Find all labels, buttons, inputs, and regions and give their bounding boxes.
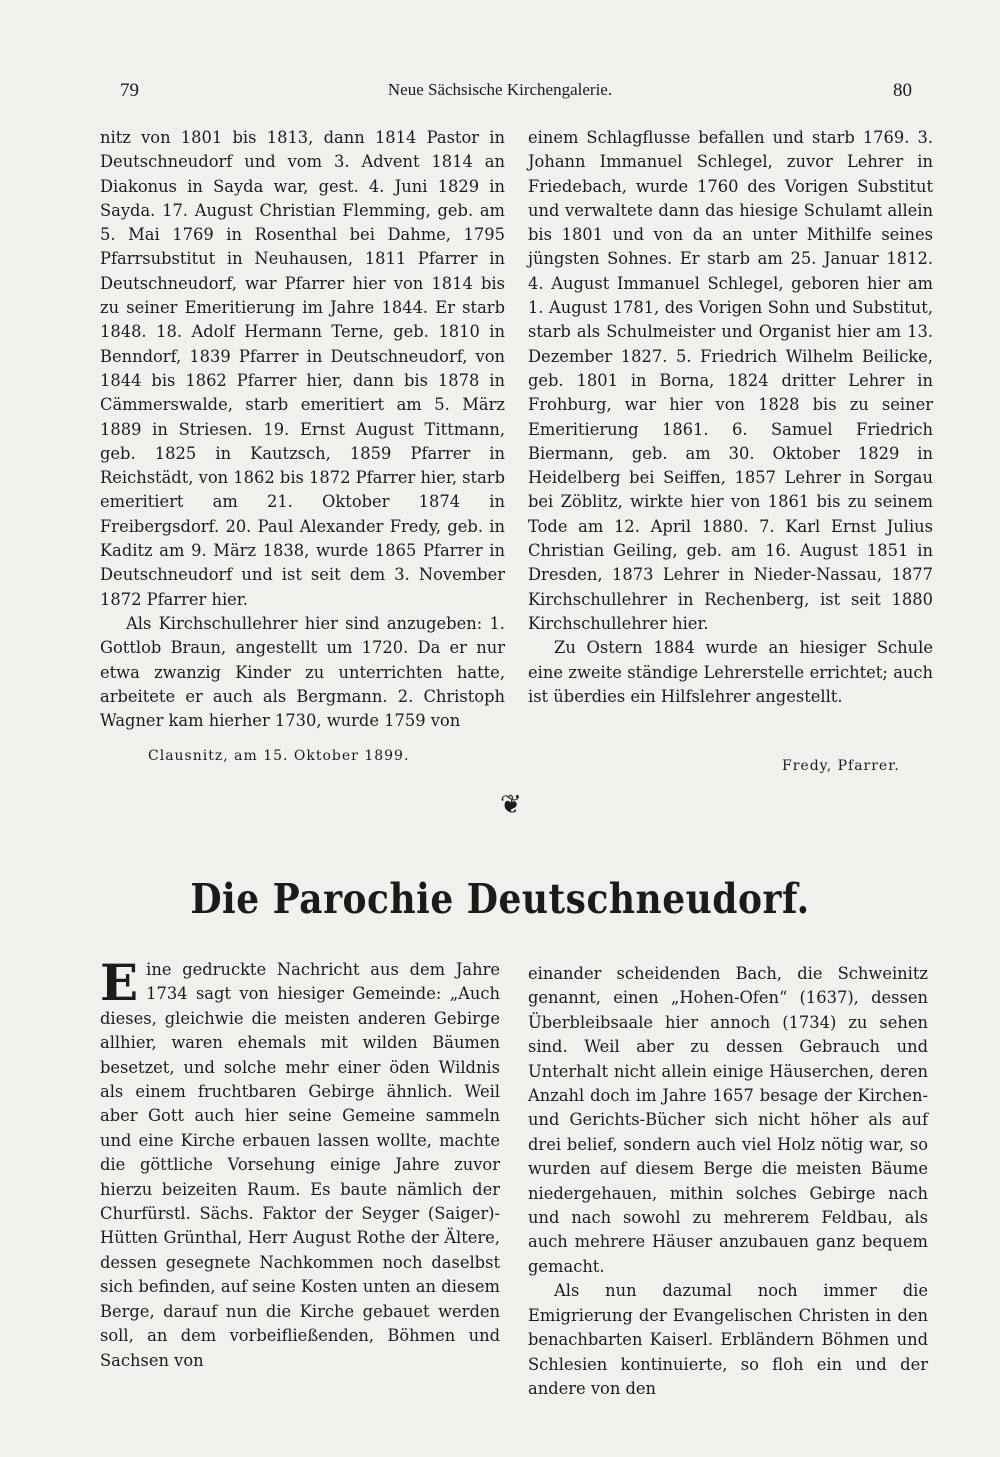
signoff-place-date: Clausnitz, am 15. Oktober 1899.: [148, 748, 410, 764]
paragraph: einem Schlagflusse befallen und starb 1769. 3. Johann Immanuel Schlegel, zuvor Lehrer in Friedebach, wurde 1760 des Vorigen Substitut und verwaltete dann das hiesige Schulamt allein bis 1801 und von da an unter Mithilfe seines jüngsten Sohnes. Er starb am 25. Januar 1812. 4. August Immanuel Schlegel, geboren hier am 1. August 1781, des Vorigen Sohn und Substitut, starb als Schulmeister und Organist hier am 13. Dezember 1827. 5. Friedrich Wilhelm Beilicke, geb. 1801 in Borna, 1824 dritter Lehrer in Frohburg, war hier von 1828 bis zu seiner Emeritierung 1861. 6. Samuel Friedrich Biermann, geb. am 30. Oktober 1829 in Heidelberg bei Seiffen, 1857 Lehrer in Sorgau bei Zöblitz, wirkte hier von 1861 bis zu seinem Tode am 12. April 1880. 7. Karl Ernst Julius Christian Geiling, geb. am 16. August 1851 in Dresden, 1873 Lehrer in Nieder-Nassau, 1877 Kirchschullehrer in Rechenberg, ist seit 1880 Kirchschullehrer hier.: [528, 128, 933, 633]
signoff-author: Fredy, Pfarrer.: [782, 758, 900, 774]
upper-right-column: [528, 126, 933, 709]
drop-cap: E: [100, 953, 139, 1012]
paragraph: nitz von 1801 bis 1813, dann 1814 Pastor in Deutschneudorf und vom 3. Advent 1814 an Diakonus in Sayda war, gest. 4. Juni 1829 in Sayda. 17. August Christian Flemming, geb. am 5. Mai 1769 in Rosenthal bei Dahme, 1795 Pfarrsubstitut in Neuhausen, 1811 Pfarrer in Deutschneudorf, war Pfarrer hier von 1814 bis zu seiner Emeritierung im Jahre 1844. Er starb 1848. 18. Adolf Hermann Terne, geb. 1810 in Benndorf, 1839 Pfarrer in Deutschneudorf, von 1844 bis 1862 Pfarrer hier, dann bis 1878 in Cämmerswalde, starb emeritiert am 5. März 1889 in Striesen. 19. Ernst August Tittmann, geb. 1825 in Kautzsch, 1859 Pfarrer in Reichstädt, von 1862 bis 1872 Pfarrer hier, starb emeritiert am 21. Oktober 1874 in Freibergsdorf. 20. Paul Alexander Fredy, geb. in Kaditz am 9. März 1838, wurde 1865 Pfarrer in Deutschneudorf und ist seit dem 3. November 1872 Pfarrer hier.: [100, 128, 505, 609]
running-header: Neue Sächsische Kirchengalerie.: [387, 80, 613, 99]
page-number-right: 80: [893, 80, 912, 101]
paragraph: einander scheidenden Bach, die Schweinitz genannt, einen „Hohen-Ofen“ (1637), dessen Überbleibsaale hier annoch (1734) zu sehen sind. Weil aber zu dessen Gebrauch und Unterhalt nicht allein einige Häuserchen, deren Anzahl doch im Jahre 1657 besage der Kirchen- und Gerichts-Bücher sich nicht höher als auf drei belief, sondern auch viel Holz nötig war, so wurden auf diesem Berge die meisten Bäume niedergehauen, mithin solches Gebirge nach und nach sowohl zu mehrerem Feldbau, als auch mehrere Häuser anzubauen ganz bequem gemacht.: [528, 964, 928, 1276]
upper-left-column: [100, 126, 505, 733]
page-number-left: 79: [120, 80, 139, 101]
paragraph: Als Kirchschullehrer hier sind anzugeben: 1. Gottlob Braun, angestellt um 1720. Da er nur etwa zwanzig Kinder zu unterrichten hatte, arbeitete er auch als Bergmann. 2. Christoph Wagner kam hierher 1730, wurde 1759 von: [100, 613, 505, 731]
paragraph: [100, 953, 500, 1373]
article-left-column: [100, 953, 500, 1373]
paragraph: Als nun dazumal noch immer die Emigrierung der Evangelischen Christen in den benachbarten Kaiserl. Erbländern Böhmen und Schlesien kontinuierte, so floh ein und der andere von den: [528, 1281, 928, 1398]
article-title: Die Parochie Deutschneudorf.: [190, 874, 810, 924]
paragraph-text: ine gedruckte Nachricht aus dem Jahre 1734 sagt von hiesiger Gemeinde: „Auch dieses, gleichwie die meisten anderen Gebirge allhier, waren ehemals mit wilden Bäumen besetzet, und solche mehr einer öden Wildnis als einem fruchtbaren Gebirge ähnlich. Weil aber Gott auch hier seine Gemeine sammeln und eine Kirche erbauen lassen wollte, machte die göttliche Vorsehung einige Jahre zuvor hierzu beizeiten Raum. Es baute nämlich der Churfürstl. Sächs. Faktor der Seyger (Saiger)-Hütten Grünthal, Herr August Rothe der Ältere, dessen gesegnete Nachkommen noch daselbst sich befinden, auf seine Kosten unten an diesem Berge, darauf nun die Kirche gebauet werden soll, an dem vorbeifließenden, Böhmen und Sachsen von: [100, 960, 500, 1370]
paragraph: Zu Ostern 1884 wurde an hiesiger Schule eine zweite ständige Lehrerstelle errichtet; auch ist überdies ein Hilfslehrer angestellt.: [528, 638, 933, 706]
article-right-column: [528, 962, 928, 1401]
fleuron-ornament-icon: ❦: [500, 790, 522, 820]
